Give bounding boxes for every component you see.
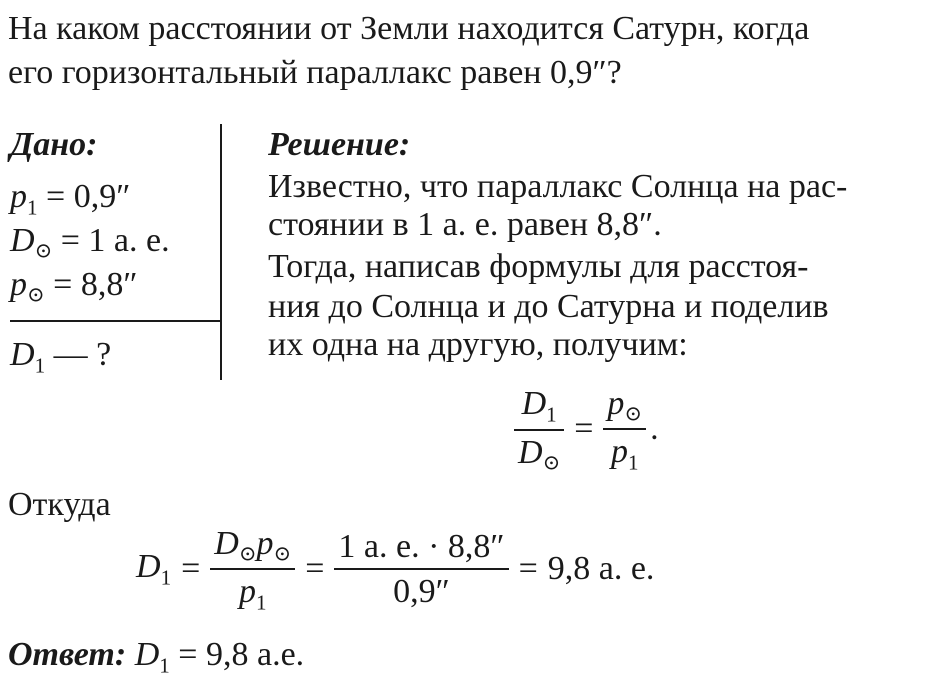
ratio-formula bbox=[514, 384, 659, 474]
given-divider-vertical bbox=[220, 124, 222, 380]
solution-line-2: стоянии в 1 а. е. равен 8,8″. bbox=[268, 206, 662, 243]
solution-heading: Решение: bbox=[268, 126, 411, 163]
fraction-bar bbox=[603, 428, 646, 430]
ratio-period: . bbox=[650, 410, 659, 448]
given-find-letter: D bbox=[10, 336, 35, 373]
solution-line-5: их одна на другую, получим: bbox=[268, 326, 688, 363]
given-divider-horizontal bbox=[10, 320, 220, 322]
final-lhs-letter: D bbox=[136, 547, 161, 585]
final-equation bbox=[136, 524, 654, 614]
ratio-left-fraction bbox=[514, 384, 564, 474]
final-fraction-1 bbox=[210, 524, 295, 614]
sun-symbol-icon: ⊙ bbox=[273, 541, 292, 566]
problem-line-2: его горизонтальный параллакс равен 0,9″? bbox=[8, 54, 622, 91]
given-find-rhs: — ? bbox=[45, 336, 112, 373]
sun-symbol-icon: ⊙ bbox=[624, 401, 643, 426]
whence-label: Откуда bbox=[8, 486, 111, 523]
ratio-num-sub: 1 bbox=[546, 402, 557, 427]
given-dsun-value: = 1 а. е. bbox=[52, 222, 170, 259]
ratio-num-letter: D bbox=[521, 385, 547, 422]
given-p1-letter: p bbox=[10, 178, 27, 215]
ratio-right-fraction bbox=[603, 384, 646, 474]
answer-value: = 9,8 а.е. bbox=[169, 636, 305, 673]
given-dsun-letter: D bbox=[10, 222, 35, 259]
ratio-equals: = bbox=[574, 410, 594, 448]
final-equals-1: = bbox=[181, 550, 201, 588]
given-psun-value: = 8,8″ bbox=[44, 266, 138, 303]
f1-den: p bbox=[238, 572, 256, 610]
solution-line-4: ния до Солнца и до Сатурна и поделив bbox=[268, 288, 829, 325]
solution-line-1: Известно, что параллакс Солнца на рас- bbox=[268, 168, 848, 205]
f1-num-a: D bbox=[214, 525, 239, 562]
given-heading: Дано: bbox=[10, 126, 98, 163]
final-lhs-sub: 1 bbox=[160, 565, 172, 590]
final-fraction-2 bbox=[334, 527, 508, 611]
sun-symbol-icon: ⊙ bbox=[542, 449, 561, 474]
given-psun bbox=[10, 266, 138, 307]
sun-symbol-icon: ⊙ bbox=[238, 541, 257, 566]
fraction-bar bbox=[210, 568, 295, 570]
problem-line-1: На каком расстоянии от Земли находится Сатурн, когда bbox=[8, 10, 810, 47]
sun-symbol-icon: ⊙ bbox=[34, 238, 53, 263]
final-equals-3: = bbox=[518, 550, 538, 588]
given-psun-letter: p bbox=[10, 266, 27, 303]
ratio-den-letter: D bbox=[518, 433, 543, 471]
given-p1-sub: 1 bbox=[27, 195, 38, 220]
answer-letter: D bbox=[134, 636, 160, 673]
ratio-rden-letter: p bbox=[610, 432, 628, 470]
given-find-sub: 1 bbox=[34, 353, 46, 378]
f2-den: 0,9″ bbox=[393, 573, 450, 611]
answer-line bbox=[8, 636, 304, 678]
answer-sub: 1 bbox=[159, 653, 170, 678]
given-p1 bbox=[10, 178, 130, 220]
f1-den-sub: 1 bbox=[255, 589, 267, 614]
given-p1-value: = 0,9″ bbox=[37, 178, 131, 215]
final-equals-2: = bbox=[305, 550, 325, 588]
f1-num-b: p bbox=[256, 525, 274, 562]
solution-line-3: Тогда, написав формулы для расстоя- bbox=[268, 248, 809, 285]
f2-num: 1 а. е. · 8,8″ bbox=[338, 527, 505, 565]
sun-symbol-icon: ⊙ bbox=[27, 282, 45, 307]
answer-label: Ответ: bbox=[8, 636, 127, 673]
ratio-rden-sub: 1 bbox=[627, 449, 639, 474]
ratio-rnum-letter: p bbox=[607, 385, 625, 422]
final-result: 9,8 а. е. bbox=[547, 550, 655, 588]
given-find bbox=[10, 336, 111, 378]
given-dsun bbox=[10, 222, 170, 263]
fraction-bar bbox=[514, 429, 564, 431]
fraction-bar bbox=[334, 568, 508, 570]
